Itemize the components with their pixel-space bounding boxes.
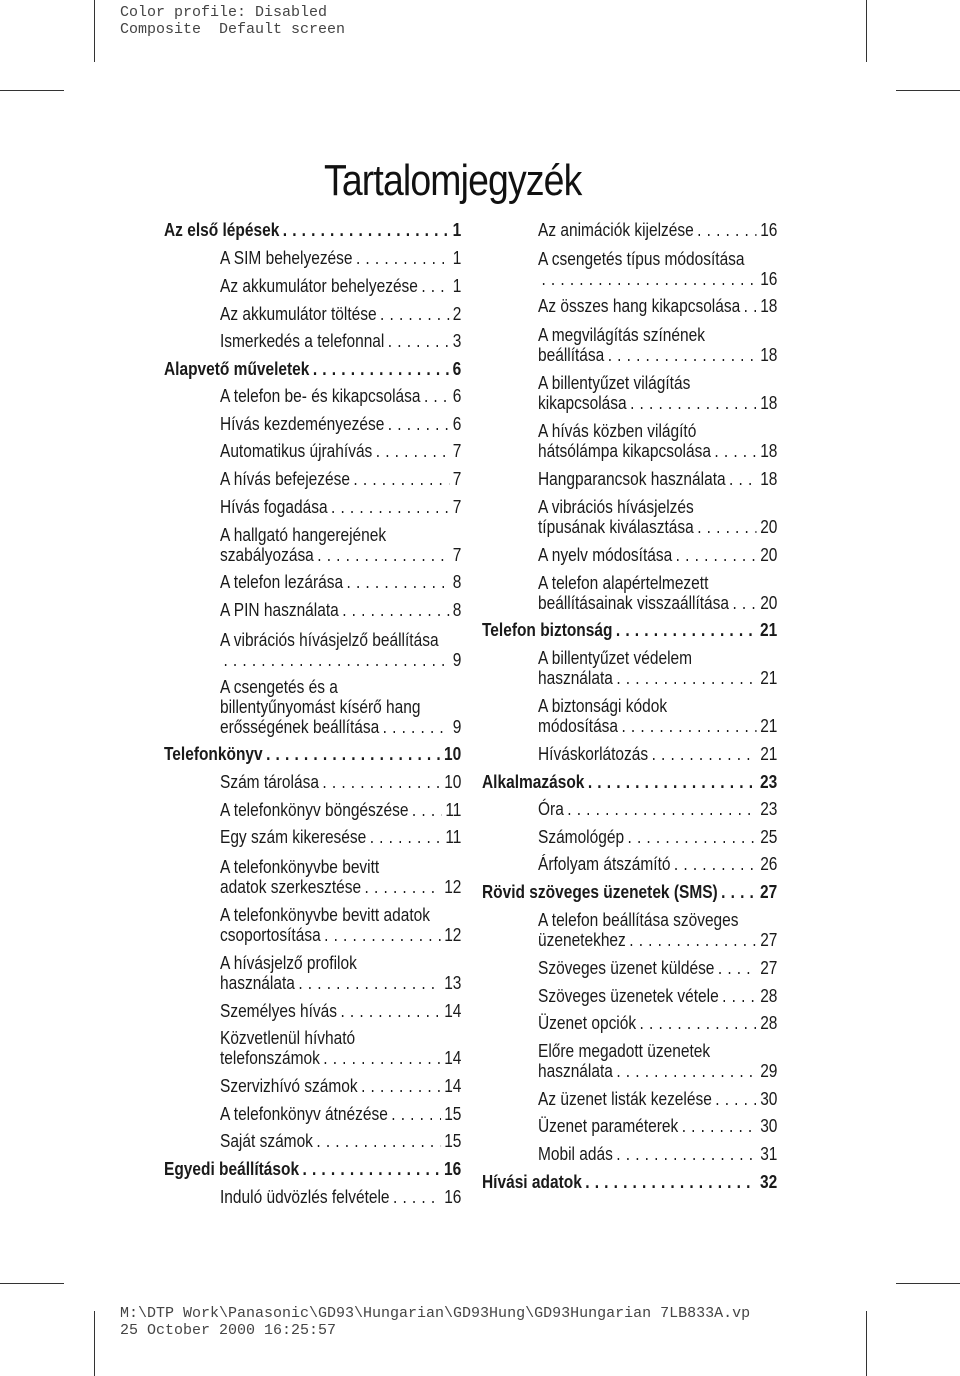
toc-page-number: 25: [760, 827, 778, 847]
toc-entry[interactable]: [164, 386, 462, 406]
toc-entry[interactable]: [164, 469, 462, 489]
dot-leader: [612, 620, 756, 640]
toc-entry[interactable]: [164, 1001, 462, 1021]
toc-page-number: 16: [444, 1187, 462, 1207]
dot-leader: [339, 600, 450, 620]
toc-entry[interactable]: [482, 573, 778, 613]
toc-entry-title: beállítása: [538, 345, 605, 365]
toc-entry-title: Az üzenet listák kezelése: [538, 1089, 712, 1109]
toc-page-number: 18: [760, 345, 778, 365]
toc-entry[interactable]: [482, 958, 778, 978]
toc-entry-title-prefix: Közvetlenül hívható: [220, 1028, 356, 1048]
dot-leader: [384, 414, 449, 434]
toc-section-entry[interactable]: [164, 359, 462, 379]
toc-page-number: 10: [444, 772, 462, 792]
toc-entry-title: Személyes hívás: [220, 1001, 338, 1021]
crop-mark-tl-v: [94, 0, 95, 62]
toc-page-number: 9: [452, 650, 462, 670]
toc-entry[interactable]: [482, 373, 778, 413]
toc-page-number: 20: [760, 593, 778, 613]
toc-entry-title: Az első lépések: [164, 220, 280, 240]
toc-page-number: 18: [760, 296, 778, 316]
toc-page-number: 9: [452, 717, 462, 737]
toc-page-number: 12: [444, 925, 462, 945]
dot-leader: [353, 248, 450, 268]
toc-page-number: 18: [760, 441, 778, 461]
toc-section-entry[interactable]: [482, 620, 778, 640]
toc-page-number: 1: [452, 248, 462, 268]
toc-page-number: 2: [452, 304, 462, 324]
toc-entry-title: Hívás fogadása: [220, 497, 328, 517]
toc-page-number: 7: [452, 545, 462, 565]
toc-entry-title: használata: [538, 668, 613, 688]
toc-entry[interactable]: [164, 1131, 462, 1151]
dot-leader: [718, 882, 757, 902]
toc-entry-title-prefix: A megvilágítás színének: [538, 325, 705, 345]
toc-entry-title: szabályozása: [220, 545, 314, 565]
toc-page-number: 8: [452, 600, 462, 620]
toc-entry[interactable]: [164, 248, 462, 268]
toc-entry-title: Az összes hang kikapcsolása: [538, 296, 741, 316]
toc-page-number: 8: [452, 572, 462, 592]
dot-leader: [719, 986, 757, 1006]
toc-entry[interactable]: [482, 421, 778, 461]
toc-page-number: 20: [760, 517, 778, 537]
toc-entry-title: Üzenet paraméterek: [538, 1116, 679, 1136]
toc-entry-title: Alkalmazások: [482, 772, 585, 792]
toc-entry-title: Az animációk kijelzése: [538, 220, 694, 240]
toc-entry-title: Szöveges üzenetek vétele: [538, 986, 719, 1006]
dot-leader: [350, 469, 449, 489]
toc-entry[interactable]: [164, 331, 462, 351]
crop-mark-bl-h: [0, 1283, 64, 1284]
dot-leader: [313, 1131, 441, 1151]
dot-leader: [390, 1187, 441, 1207]
toc-entry[interactable]: [164, 441, 462, 461]
toc-page-number: 7: [452, 469, 462, 489]
toc-entry-title: típusának kiválasztása: [538, 517, 694, 537]
print-timestamp: 25 October 2000 16:25:57: [120, 1322, 337, 1339]
toc-entry-title-prefix: A telefon beállítása szöveges: [538, 910, 739, 930]
toc-entry[interactable]: [164, 1076, 462, 1096]
toc-entry[interactable]: [164, 1028, 462, 1068]
dot-leader: [384, 331, 449, 351]
crop-mark-br-v: [866, 1311, 867, 1376]
dot-leader: [582, 1172, 757, 1192]
dot-leader: [299, 1159, 441, 1179]
dot-leader: [714, 958, 756, 978]
toc-page-number: 29: [760, 1061, 778, 1081]
toc-entry[interactable]: [164, 497, 462, 517]
toc-entry-title: A telefon be- és kikapcsolása: [220, 386, 421, 406]
dot-leader: [618, 716, 757, 736]
dot-leader: [343, 572, 449, 592]
dot-leader: [584, 772, 756, 792]
toc-entry-title-prefix: A billentyűzet világítás: [538, 373, 691, 393]
toc-entry[interactable]: [164, 276, 462, 296]
dot-leader: [740, 296, 757, 316]
toc-entry[interactable]: [164, 1104, 462, 1124]
toc-entry-title-prefix: A hívás közben világító: [538, 421, 697, 441]
toc-page-number: 28: [760, 1013, 778, 1033]
toc-page-number: 6: [452, 359, 462, 379]
toc-page-number: 16: [760, 269, 778, 289]
dot-leader: [377, 304, 450, 324]
toc-entry-title-prefix: Előre megadott üzenetek: [538, 1041, 711, 1061]
toc-entry-title: Óra: [538, 799, 564, 819]
dot-leader: [263, 744, 441, 764]
toc-page-number: 26: [760, 854, 778, 874]
toc-page-number: 14: [444, 1001, 462, 1021]
toc-entry[interactable]: [164, 572, 462, 592]
toc-page-number: 15: [444, 1104, 462, 1124]
toc-entry[interactable]: [482, 1144, 778, 1164]
print-footer: [120, 1305, 750, 1339]
toc-entry-title: Árfolyam átszámító: [538, 854, 671, 874]
toc-page-number: 16: [760, 220, 778, 240]
toc-section-entry[interactable]: [482, 882, 778, 902]
dot-leader: [564, 799, 757, 819]
toc-entry-title-prefix: A telefon alapértelmezett: [538, 573, 709, 593]
dot-leader: [672, 545, 757, 565]
toc-entry-title: használata: [220, 973, 295, 993]
toc-page-number: 10: [444, 744, 462, 764]
toc-page-number: 18: [760, 393, 778, 413]
toc-entry-title: A PIN használata: [220, 600, 339, 620]
toc-entry[interactable]: [164, 414, 462, 434]
dot-leader: [319, 772, 441, 792]
toc-entry-title: Híváskorlátozás: [538, 744, 649, 764]
toc-entry[interactable]: [482, 545, 778, 565]
toc-entry-title: Rövid szöveges üzenetek (SMS): [482, 882, 718, 902]
toc-entry[interactable]: [482, 1041, 778, 1081]
toc-entry-title: Az akkumulátor behelyezése: [220, 276, 418, 296]
toc-section-entry[interactable]: [164, 220, 462, 240]
toc-page-number: 21: [760, 744, 778, 764]
dot-leader: [337, 1001, 441, 1021]
toc-entry-title-prefix: A telefonkönyvbe bevitt: [220, 857, 380, 877]
toc-page-number: 21: [760, 716, 778, 736]
toc-page-number: 7: [452, 441, 462, 461]
dot-leader: [220, 650, 449, 670]
composite-line: Composite Default screen: [120, 21, 346, 38]
crop-mark-br-h: [896, 1283, 960, 1284]
toc-section-entry[interactable]: [482, 772, 778, 792]
toc-page-number: 21: [760, 668, 778, 688]
dot-leader: [295, 973, 441, 993]
toc-section-entry[interactable]: [164, 744, 462, 764]
toc-entry-title: Az akkumulátor töltése: [220, 304, 377, 324]
toc-page-number: 16: [444, 1159, 462, 1179]
toc-entry-title: telefonszámok: [220, 1048, 320, 1068]
toc-entry-title: üzenetekhez: [538, 930, 626, 950]
toc-entry-title: A telefon lezárása: [220, 572, 344, 592]
toc-entry-title: erősségének beállítása: [220, 717, 380, 737]
toc-entry[interactable]: [164, 827, 462, 847]
toc-page-number: 11: [445, 800, 462, 820]
toc-entry-title: Szöveges üzenet küldése: [538, 958, 715, 978]
toc-entry-title: Egy szám kikeresése: [220, 827, 367, 847]
color-profile-line: Color profile: Disabled: [120, 4, 328, 21]
toc-page-number: 27: [760, 882, 778, 902]
toc-section-entry[interactable]: [482, 1172, 778, 1192]
toc-entry-title: Számológép: [538, 827, 625, 847]
toc-page-number: 1: [452, 276, 462, 296]
dot-leader: [604, 345, 756, 365]
toc-page-number: 30: [760, 1116, 778, 1136]
toc-entry[interactable]: [164, 772, 462, 792]
toc-page-number: 1: [452, 220, 462, 240]
toc-entry[interactable]: [164, 525, 462, 565]
toc-entry-title: beállításainak visszaállítása: [538, 593, 730, 613]
toc-entry-title: Szervizhívó számok: [220, 1076, 358, 1096]
dot-leader: [418, 276, 449, 296]
toc-entry-title: Szám tárolása: [220, 772, 319, 792]
dot-leader: [320, 1048, 441, 1068]
dot-leader: [613, 668, 757, 688]
toc-entry-title: Hívás kezdeményezése: [220, 414, 385, 434]
toc-entry-title-prefix: A telefonkönyvbe bevitt adatok: [220, 905, 430, 925]
toc-entry-title: Telefon biztonság: [482, 620, 613, 640]
dot-leader: [309, 359, 449, 379]
toc-entry-title: Telefonkönyv: [164, 744, 263, 764]
toc-entry-title-prefix: A biztonsági kódok: [538, 696, 668, 716]
toc-entry-title: Üzenet opciók: [538, 1013, 637, 1033]
toc-page-number: 27: [760, 930, 778, 950]
toc-entry-title-prefix: A vibrációs hívásjelző beállítása: [220, 630, 439, 650]
toc-entry-title: Automatikus újrahívás: [220, 441, 373, 461]
toc-entry[interactable]: [164, 600, 462, 620]
toc-entry-title: A SIM behelyezése: [220, 248, 353, 268]
dot-leader: [408, 800, 441, 820]
toc-entry[interactable]: [482, 744, 778, 764]
dot-leader: [636, 1013, 757, 1033]
toc-page-number: 7: [452, 497, 462, 517]
toc-entry-title-prefix: A hívásjelző profilok: [220, 953, 357, 973]
toc-entry-title-prefix: A vibrációs hívásjelzés: [538, 497, 694, 517]
dot-leader: [694, 517, 757, 537]
toc-entry-title: módosítása: [538, 716, 619, 736]
toc-entry[interactable]: [164, 953, 462, 993]
dot-leader: [613, 1144, 757, 1164]
dot-leader: [366, 827, 442, 847]
toc-entry-title-prefix: A billentyűzet védelem: [538, 648, 693, 668]
toc-page-number: 27: [760, 958, 778, 978]
toc-page-number: 6: [452, 414, 462, 434]
toc-entry-title: Saját számok: [220, 1131, 313, 1151]
toc-entry-title: A telefonkönyv böngészése: [220, 800, 409, 820]
crop-mark-tr-h: [896, 90, 960, 91]
toc-page-number: 18: [760, 469, 778, 489]
file-path: M:\DTP Work\Panasonic\GD93\Hungarian\GD93Hung\GD93Hungarian 7LB833A.vp: [120, 1305, 751, 1322]
toc-page-number: 14: [444, 1048, 462, 1068]
dot-leader: [379, 717, 449, 737]
toc-entry-title: Induló üdvözlés felvétele: [220, 1187, 390, 1207]
dot-leader: [613, 1061, 757, 1081]
toc-entry-title: A nyelv módosítása: [538, 545, 673, 565]
crop-mark-tr-v: [866, 0, 867, 62]
toc-entry-title: Hangparancsok használata: [538, 469, 726, 489]
toc-page-number: 6: [452, 386, 462, 406]
toc-page-number: 15: [444, 1131, 462, 1151]
toc-page-number: 31: [760, 1144, 778, 1164]
toc-entry[interactable]: [164, 1187, 462, 1207]
toc-entry-title: A telefonkönyv átnézése: [220, 1104, 388, 1124]
crop-mark-bl-v: [94, 1311, 95, 1376]
toc-page-number: 14: [444, 1076, 462, 1096]
toc-page-number: 12: [444, 877, 462, 897]
dot-leader: [694, 220, 757, 240]
toc-entry[interactable]: [482, 986, 778, 1006]
dot-leader: [372, 441, 449, 461]
toc-entry[interactable]: [482, 296, 778, 316]
dot-leader: [648, 744, 757, 764]
toc-entry[interactable]: [164, 800, 462, 820]
toc-entry[interactable]: [482, 910, 778, 950]
toc-page-number: 20: [760, 545, 778, 565]
print-header: [120, 4, 345, 38]
toc-entry[interactable]: [482, 249, 778, 289]
toc-entry-title-prefix: A csengetés típus módosítása: [538, 249, 745, 269]
toc-entry-title: Hívási adatok: [482, 1172, 582, 1192]
crop-mark-tl-h: [0, 90, 64, 91]
toc-page-number: 32: [760, 1172, 778, 1192]
toc-entry[interactable]: [482, 648, 778, 688]
toc-entry[interactable]: [482, 1089, 778, 1109]
toc-entry[interactable]: [482, 799, 778, 819]
dot-leader: [538, 269, 757, 289]
dot-leader: [624, 827, 757, 847]
toc-entry[interactable]: [482, 220, 778, 240]
dot-leader: [626, 930, 757, 950]
toc-entry-title-prefix: A csengetés és a billentyűnyomást kísérő hang: [220, 677, 421, 717]
toc-entry[interactable]: [164, 857, 462, 897]
toc-section-entry[interactable]: [164, 1159, 462, 1179]
toc-entry-title: adatok szerkesztése: [220, 877, 362, 897]
toc-entry[interactable]: [164, 905, 462, 945]
toc-entry[interactable]: [482, 469, 778, 489]
toc-entry[interactable]: [164, 304, 462, 324]
toc-entry[interactable]: [482, 827, 778, 847]
toc-entry[interactable]: [482, 497, 778, 537]
toc-page-number: 23: [760, 772, 778, 792]
dot-leader: [328, 497, 450, 517]
dot-leader: [388, 1104, 441, 1124]
toc-entry[interactable]: [482, 854, 778, 874]
toc-entry[interactable]: [482, 696, 778, 736]
toc-page-number: 13: [444, 973, 462, 993]
toc-entry-title: kikapcsolása: [538, 393, 627, 413]
dot-leader: [711, 441, 757, 461]
toc-page-number: 28: [760, 986, 778, 1006]
toc-entry[interactable]: [164, 630, 462, 670]
dot-leader: [678, 1116, 756, 1136]
toc-entry[interactable]: [482, 325, 778, 365]
toc-entry-title: használata: [538, 1061, 613, 1081]
dot-leader: [361, 877, 441, 897]
toc-entry[interactable]: [482, 1116, 778, 1136]
dot-leader: [712, 1089, 757, 1109]
toc-entry-title: Ismerkedés a telefonnal: [220, 331, 385, 351]
toc-entry-title-prefix: A hallgató hangerejének: [220, 525, 387, 545]
dot-leader: [314, 545, 450, 565]
toc-entry-title: Alapvető műveletek: [164, 359, 310, 379]
toc-page-number: 11: [445, 827, 462, 847]
toc-entry[interactable]: [482, 1013, 778, 1033]
toc-page-number: 3: [452, 331, 462, 351]
page-title: Tartalomjegyzék: [324, 156, 582, 205]
toc-page-number: 23: [760, 799, 778, 819]
toc-entry-title: hátsólámpa kikapcsolása: [538, 441, 711, 461]
dot-leader: [627, 393, 757, 413]
toc-entry-title: Mobil adás: [538, 1144, 613, 1164]
dot-leader: [670, 854, 756, 874]
toc-entry-title: Egyedi beállítások: [164, 1159, 300, 1179]
dot-leader: [726, 469, 757, 489]
toc-entry[interactable]: [164, 677, 462, 737]
toc-page-number: 21: [760, 620, 778, 640]
toc-entry-title: A hívás befejezése: [220, 469, 350, 489]
toc-entry-title: csoportosítása: [220, 925, 321, 945]
toc-page-number: 30: [760, 1089, 778, 1109]
dot-leader: [321, 925, 441, 945]
dot-leader: [729, 593, 757, 613]
dot-leader: [358, 1076, 441, 1096]
dot-leader: [279, 220, 449, 240]
dot-leader: [421, 386, 450, 406]
